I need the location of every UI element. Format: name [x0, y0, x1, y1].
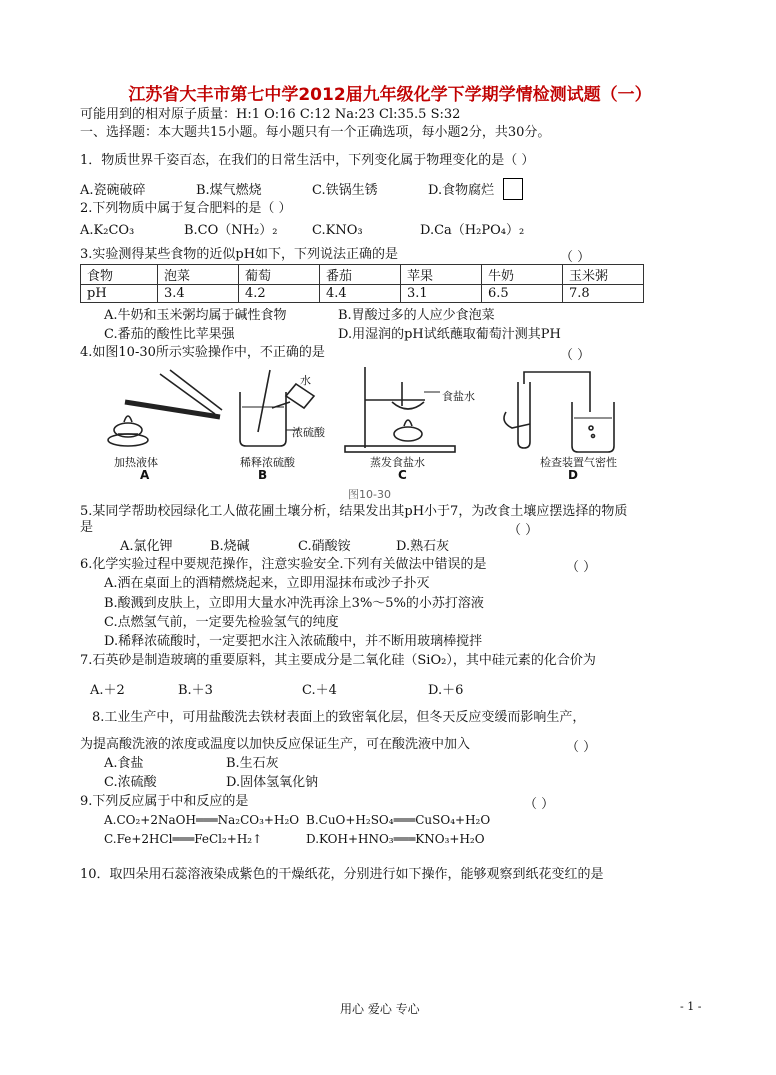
label-a: A — [140, 468, 150, 482]
label-water: 水 — [300, 374, 311, 387]
q3-answer-paren: （ ） — [560, 250, 591, 265]
label-salt-water: 食盐水 — [442, 390, 475, 403]
table-row — [81, 265, 644, 285]
q6-answer-paren: （ ） — [566, 560, 597, 575]
q8-stem-line1: 8.工业生产中，可用盐酸洗去铁材表面上的致密氧化层，但冬天反应变缓而影响生产， — [92, 710, 586, 725]
q5-option-d: D.熟石灰 — [396, 539, 450, 554]
q7-option-d: D.＋6 — [428, 683, 464, 698]
q9-stem: 9.下列反应属于中和反应的是 — [80, 794, 249, 809]
page-footer: 用心 爱心 专心 — [340, 1002, 420, 1016]
q7-option-b: B.＋3 — [178, 683, 213, 698]
q5-option-b: B.烧碱 — [210, 539, 250, 554]
section-heading: 一、选择题：本大题共15小题。每小题只有一个正确选项，每小题2分，共30分。 — [80, 125, 551, 140]
q8-answer-paren: （ ） — [566, 740, 597, 755]
label-d: D — [568, 468, 578, 482]
q5-stem-line2: 是 — [80, 520, 94, 535]
q6-stem: 6.化学实验过程中要规范操作，注意实验安全.下列有关做法中错误的是 — [80, 557, 487, 572]
q3-option-a: A.牛奶和玉米粥均属于碱性食物 — [104, 308, 287, 323]
q3-option-c: C.番茄的酸性比苹果强 — [104, 327, 235, 342]
q5-answer-paren: （ ） — [508, 523, 539, 538]
page-number: - 1 - — [680, 1000, 702, 1013]
q9-option-a: A.CO₂+2NaOH═══Na₂CO₃+H₂O — [104, 813, 300, 827]
q2-option-b: B.CO（NH₂）₂ — [184, 223, 278, 238]
q2-stem: 2.下列物质中属于复合肥料的是（ ） — [80, 201, 292, 216]
q6-option-c: C.点燃氢气前，一定要先检验氢气的纯度 — [104, 615, 339, 630]
q8-option-b: B.生石灰 — [226, 756, 279, 771]
q7-option-a: A.＋2 — [90, 683, 125, 698]
label-conc-acid: 浓硫酸 — [292, 426, 325, 439]
table-cell: 4.2 — [239, 285, 320, 303]
ph-table — [80, 264, 644, 303]
q5-option-a: A.氯化钾 — [120, 539, 173, 554]
q4-answer-paren: （ ） — [560, 348, 591, 363]
q6-option-d: D.稀释浓硫酸时，一定要把水注入浓硫酸中，并不断用玻璃棒搅拌 — [104, 634, 483, 649]
q8-option-d: D.固体氢氧化钠 — [226, 775, 319, 790]
lab-operations-figure — [100, 362, 680, 501]
q3-option-b: B.胃酸过多的人应少食泡菜 — [338, 308, 495, 323]
label-c: C — [398, 468, 407, 482]
q5-option-c: C.硝酸铵 — [298, 539, 351, 554]
q3-stem: 3.实验测得某些食物的近似pH如下，下列说法正确的是 — [80, 247, 399, 262]
q1-stem: 1．物质世界千姿百态，在我们的日常生活中，下列变化属于物理变化的是（ ） — [80, 153, 535, 168]
label-b: B — [258, 468, 268, 482]
table-cell: 葡萄 — [239, 265, 320, 285]
q8-option-a: A.食盐 — [104, 756, 144, 771]
table-cell: 3.1 — [401, 285, 482, 303]
label-airtight-check: 检查装置气密性 — [540, 456, 617, 469]
atomic-masses: 可能用到的相对原子质量：H:1 O:16 C:12 Na:23 Cl:35.5 S:32 — [80, 107, 461, 122]
table-cell: 苹果 — [401, 265, 482, 285]
q5-stem-line1: 5.某同学帮助校园绿化工人做花圃土壤分析，结果发出其pH小于7，为改食土壤应摆选择的物质 — [80, 504, 628, 519]
answer-box — [503, 178, 523, 200]
q8-option-c: C.浓硫酸 — [104, 775, 157, 790]
q6-option-a: A.洒在桌面上的酒精燃烧起来，立即用湿抹布或沙子扑灭 — [104, 576, 430, 591]
table-cell: 番茄 — [320, 265, 401, 285]
table-cell: 7.8 — [563, 285, 644, 303]
q2-option-d: D.Ca（H₂PO₄）₂ — [420, 223, 525, 238]
table-cell: 食物 — [81, 265, 158, 285]
q1-option-b: B.煤气燃烧 — [196, 183, 262, 198]
q9-option-b: B.CuO+H₂SO₄═══CuSO₄+H₂O — [306, 813, 491, 827]
exam-title: 江苏省大丰市第七中学2012届九年级化学下学期学情检测试题（一） — [128, 85, 652, 105]
table-cell: 6.5 — [482, 285, 563, 303]
q7-option-c: C.＋4 — [302, 683, 337, 698]
q6-option-b: B.酸溅到皮肤上，立即用大量水冲洗再涂上3%～5%的小苏打溶液 — [104, 596, 484, 611]
label-evaporate: 蒸发食盐水 — [370, 456, 425, 469]
q10-stem: 10．取四朵用石蕊溶液染成紫色的干燥纸花，分别进行如下操作，能够观察到纸花变红的是 — [80, 867, 604, 882]
q2-option-a: A.K₂CO₃ — [80, 223, 135, 238]
q2-option-c: C.KNO₃ — [312, 223, 363, 238]
table-cell: pH — [81, 285, 158, 303]
label-heating-liquid: 加热液体 — [114, 456, 158, 469]
q9-answer-paren: （ ） — [524, 797, 555, 812]
table-cell: 4.4 — [320, 285, 401, 303]
q9-option-c: C.Fe+2HCl═══FeCl₂+H₂↑ — [104, 832, 263, 846]
table-cell: 牛奶 — [482, 265, 563, 285]
q8-stem-line2: 为提高酸洗液的浓度或温度以加快反应保证生产，可在酸洗液中加入 — [80, 737, 471, 752]
q1-option-d: D.食物腐烂 — [428, 183, 495, 198]
q1-option-a: A.瓷碗破碎 — [80, 183, 146, 198]
q9-option-d: D.KOH+HNO₃═══KNO₃+H₂O — [306, 832, 485, 846]
lab-illustration — [100, 362, 680, 492]
q7-stem: 7.石英砂是制造玻璃的重要原料，其主要成分是二氧化硅（SiO₂），其中硅元素的化合价为 — [80, 653, 596, 668]
table-cell: 玉米粥 — [563, 265, 644, 285]
figure-caption: 图10-30 — [348, 488, 391, 501]
q1-option-c: C.铁锅生锈 — [312, 183, 378, 198]
label-dilute-acid: 稀释浓硫酸 — [240, 456, 295, 469]
q4-stem: 4.如图10-30所示实验操作中，不正确的是 — [80, 345, 325, 360]
table-cell: 3.4 — [158, 285, 239, 303]
table-cell: 泡菜 — [158, 265, 239, 285]
table-row — [81, 285, 644, 303]
q3-option-d: D.用湿润的pH试纸蘸取葡萄汁测其PH — [338, 327, 561, 342]
